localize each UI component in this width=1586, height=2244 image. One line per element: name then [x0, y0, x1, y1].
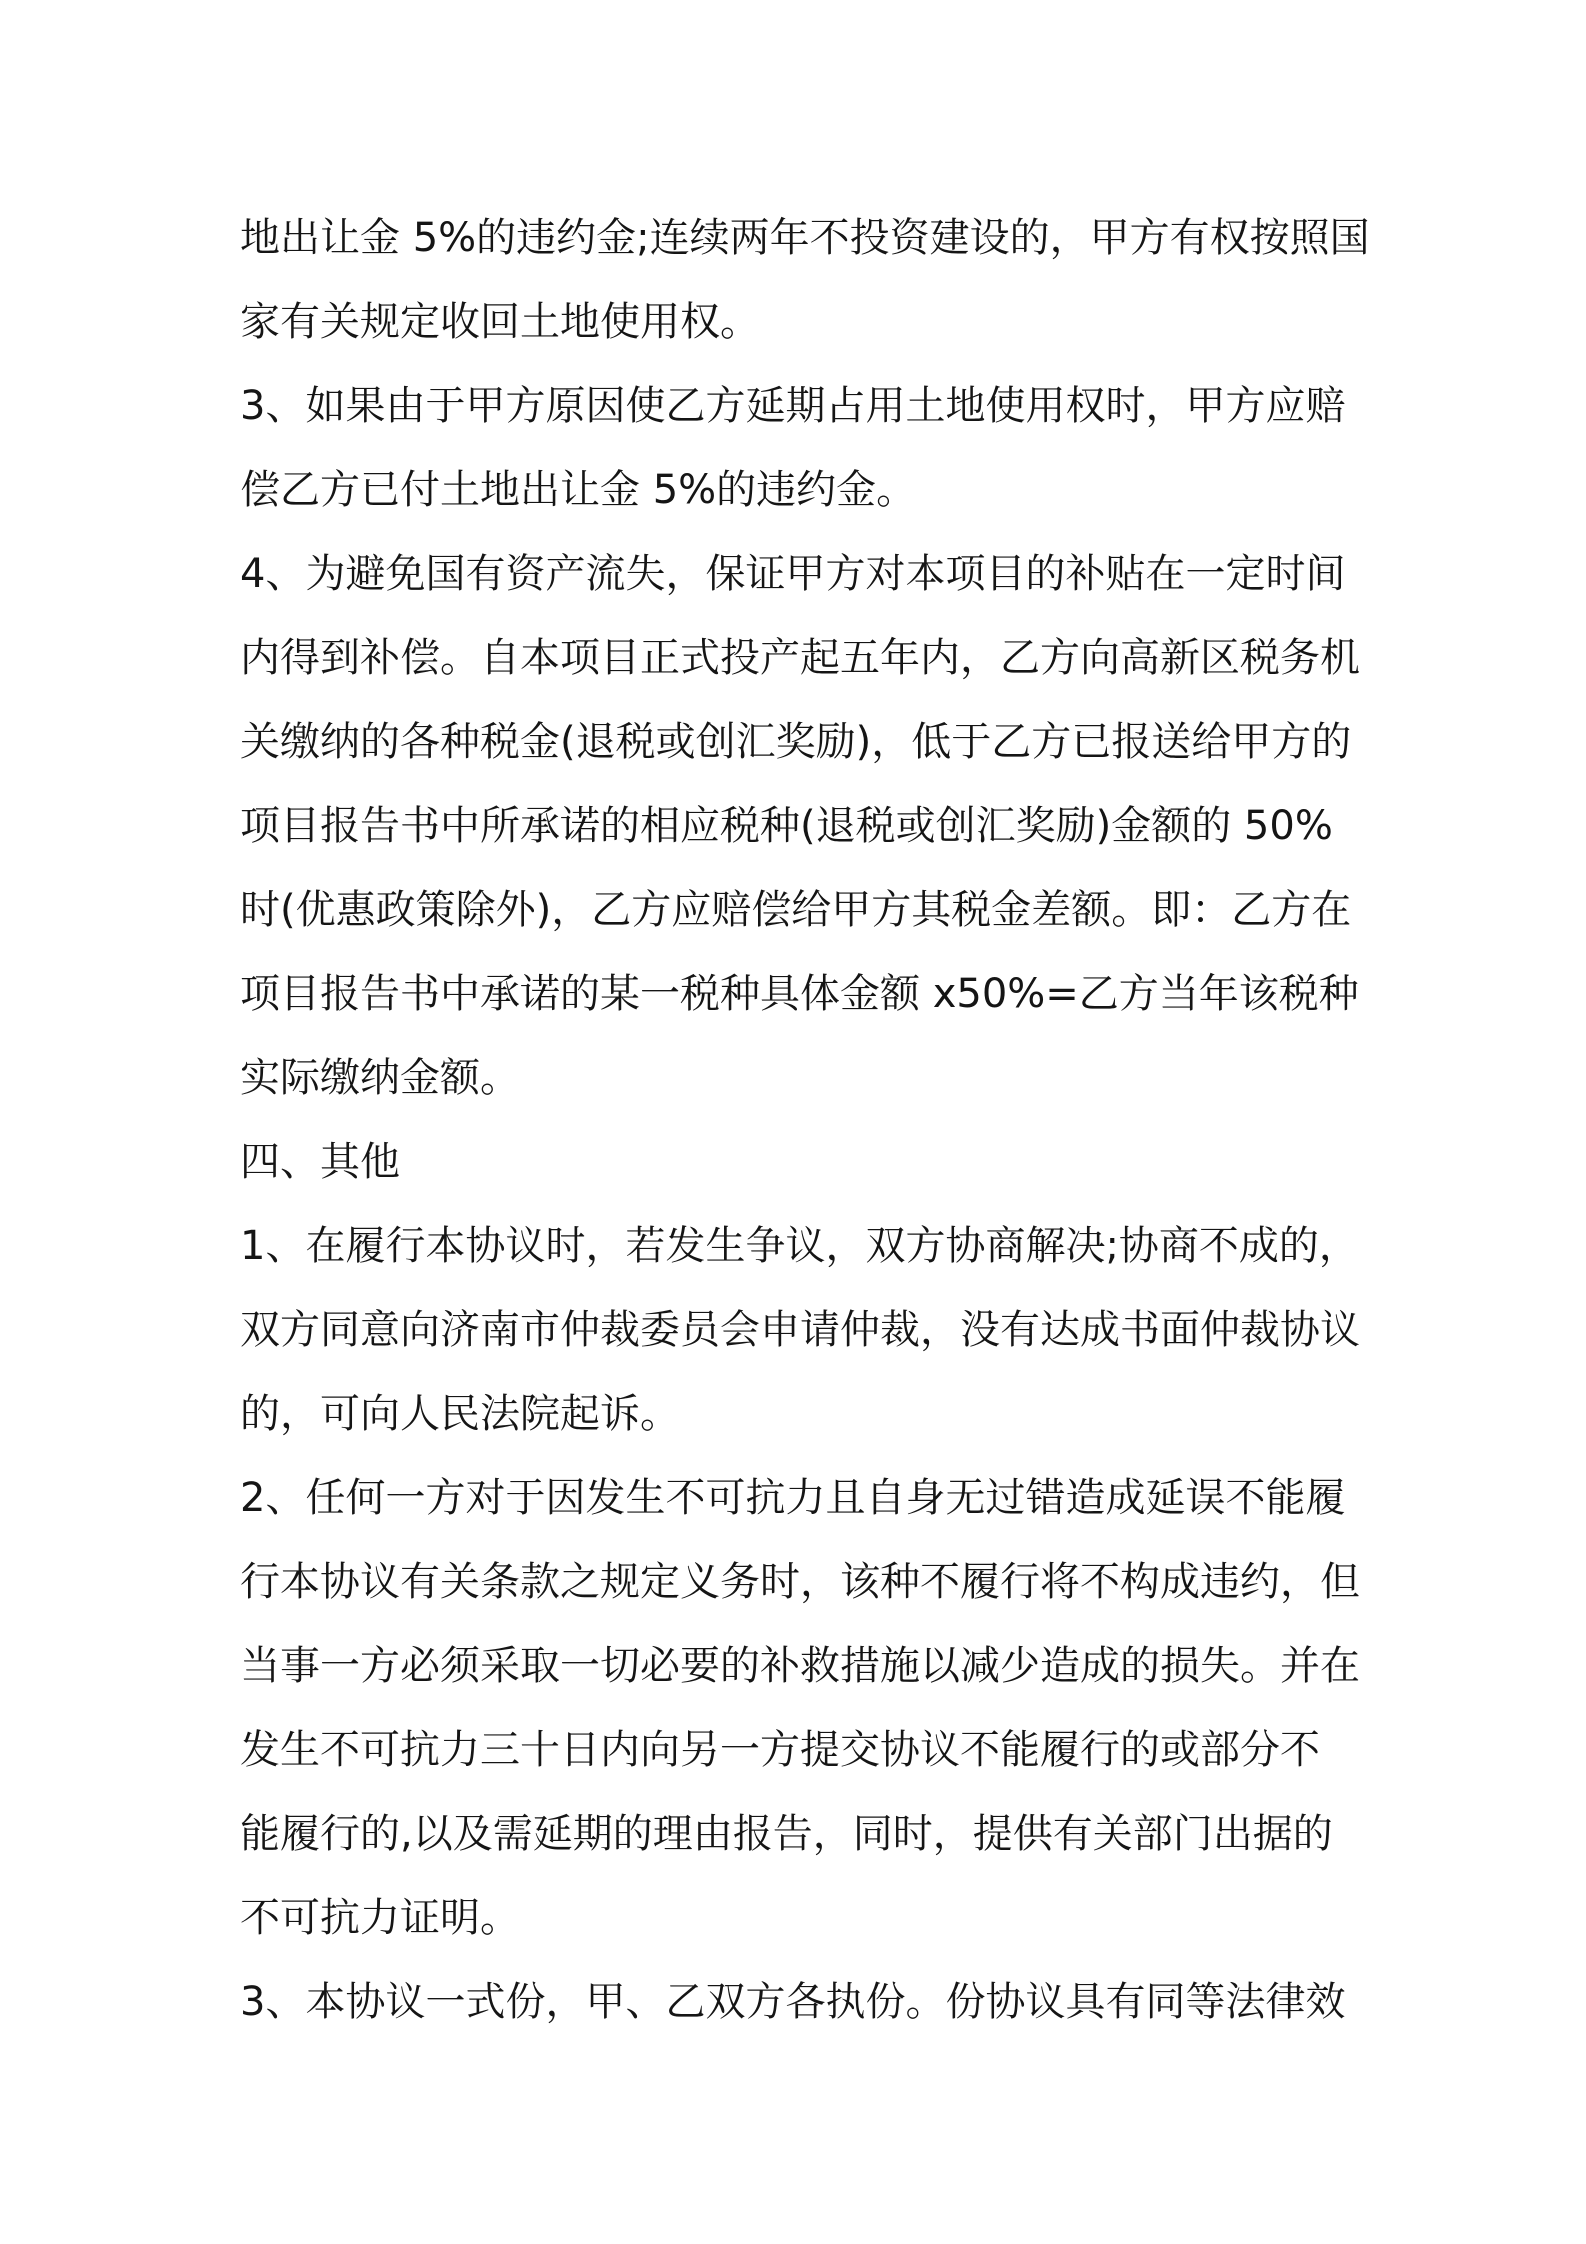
text-line: 时(优惠政策除外)，乙方应赔偿给甲方其税金差额。即：乙方在: [240, 887, 1352, 933]
document-body: [240, 196, 1370, 2044]
text-line: 当事一方必须采取一切必要的补救措施以减少造成的损失。并在: [240, 1643, 1360, 1689]
text-line: 内得到补偿。自本项目正式投产起五年内，乙方向高新区税务机: [240, 635, 1360, 681]
text-line: 关缴纳的各种税金(退税或创汇奖励)，低于乙方已报送给甲方的: [240, 719, 1352, 765]
text-line: 2、任何一方对于因发生不可抗力且自身无过错造成延误不能履: [240, 1475, 1346, 1521]
text-line: 实际缴纳金额。: [240, 1055, 520, 1101]
text-line: 地出让金 5%的违约金;连续两年不投资建设的，甲方有权按照国: [240, 215, 1370, 261]
text-line: 能履行的,以及需延期的理由报告，同时，提供有关部门出据的: [240, 1811, 1333, 1857]
text-line: 行本协议有关条款之规定义务时，该种不履行将不构成违约，但: [240, 1559, 1360, 1605]
text-line: 偿乙方已付土地出让金 5%的违约金。: [240, 467, 917, 513]
text-line: 1、在履行本协议时，若发生争议，双方协商解决;协商不成的，: [240, 1223, 1359, 1269]
text-line: 3、如果由于甲方原因使乙方延期占用土地使用权时，甲方应赔: [240, 383, 1346, 429]
text-line: 发生不可抗力三十日内向另一方提交协议不能履行的或部分不: [240, 1727, 1320, 1773]
text-line: 4、为避免国有资产流失，保证甲方对本项目的补贴在一定时间: [240, 551, 1346, 597]
text-line: 项目报告书中所承诺的相应税种(退税或创汇奖励)金额的 50%: [240, 803, 1333, 849]
section-heading: 四、其他: [240, 1139, 400, 1185]
text-line: 的，可向人民法院起诉。: [240, 1391, 680, 1437]
text-line: 项目报告书中承诺的某一税种具体金额 x50%=乙方当年该税种: [240, 971, 1359, 1017]
text-line: 家有关规定收回土地使用权。: [240, 299, 760, 345]
text-line: 3、本协议一式份，甲、乙双方各执份。份协议具有同等法律效: [240, 1979, 1346, 2025]
text-line: 不可抗力证明。: [240, 1895, 520, 1941]
text-line: 双方同意向济南市仲裁委员会申请仲裁，没有达成书面仲裁协议: [240, 1307, 1360, 1353]
